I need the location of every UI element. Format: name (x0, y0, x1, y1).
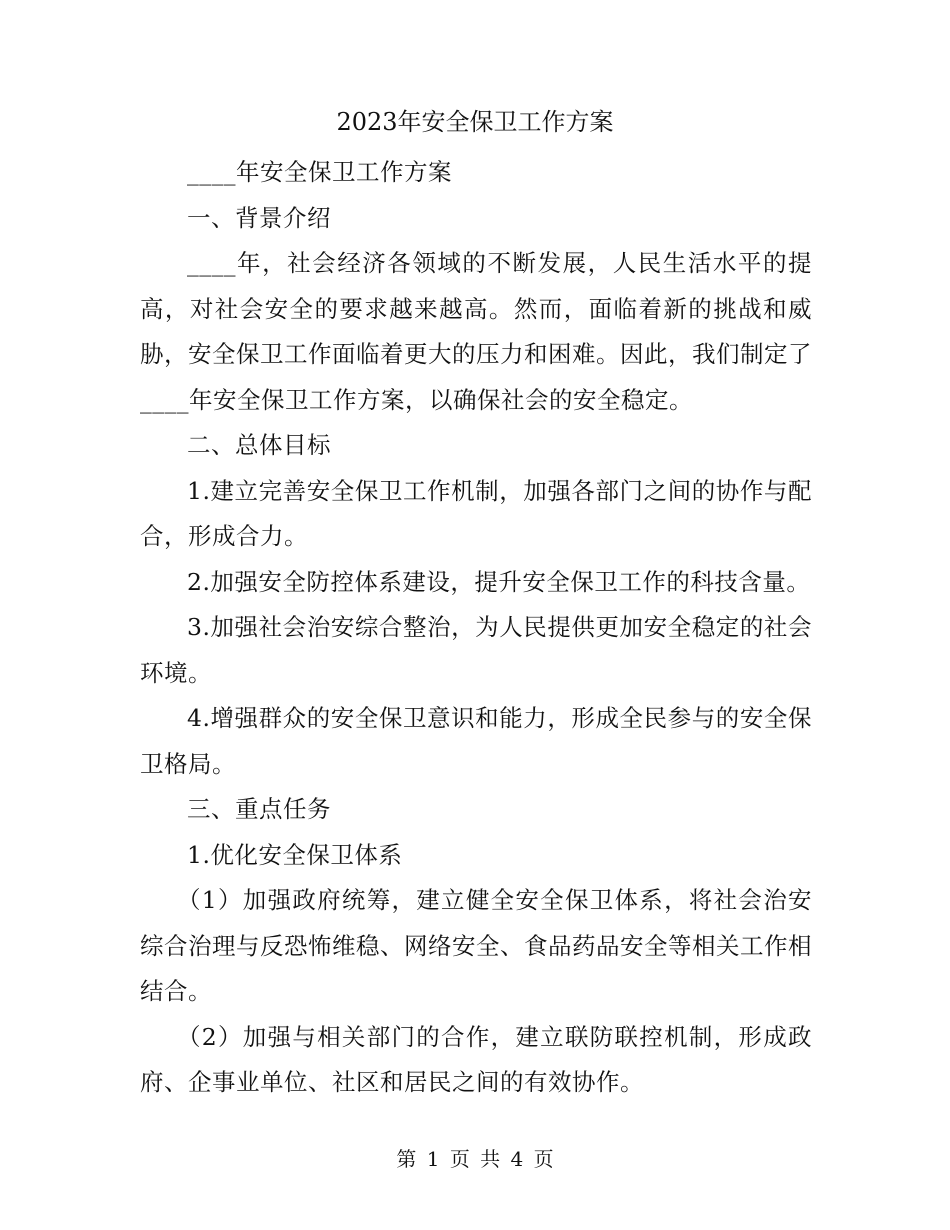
goal-item-3: 3.加强社会治安综合整治，为人民提供更加安全稳定的社会环境。 (140, 613, 812, 687)
document-body (140, 150, 812, 1106)
subtitle-paragraph: ____年安全保卫工作方案 (187, 158, 452, 186)
goal-item-1: 1.建立完善安全保卫工作机制，加强各部门之间的协作与配合，形成合力。 (140, 476, 812, 550)
task-subitem-2: （2）加强与相关部门的合作，建立联防联控机制，形成政府、企事业单位、社区和居民之间的有效协作。 (140, 1022, 812, 1096)
background-paragraph: ____年，社会经济各领域的不断发展，人民生活水平的提高，对社会安全的要求越来越高。然而，面临着新的挑战和威胁，安全保卫工作面临着更大的压力和困难。因此，我们制定了____年安全保卫工作方案，以确保社会的安全稳定。 (140, 249, 812, 414)
goal-item-2: 2.加强安全防控体系建设，提升安全保卫工作的科技含量。 (187, 567, 811, 596)
page-number-footer: 第 1 页 共 4 页 (396, 1147, 554, 1171)
document-title: 2023年安全保卫工作方案 (336, 108, 614, 136)
section-heading-tasks: 三、重点任务 (187, 795, 331, 823)
goal-item-4: 4.增强群众的安全保卫意识和能力，形成全民参与的安全保卫格局。 (140, 704, 812, 778)
task-item-1: 1.优化安全保卫体系 (187, 840, 403, 869)
section-heading-goals: 二、总体目标 (187, 431, 331, 459)
task-subitem-1: （1）加强政府统筹，建立健全安全保卫体系，将社会治安综合治理与反恐怖维稳、网络安全、食品药品安全等相关工作相结合。 (140, 886, 812, 1005)
section-heading-background: 一、背景介绍 (187, 203, 331, 232)
